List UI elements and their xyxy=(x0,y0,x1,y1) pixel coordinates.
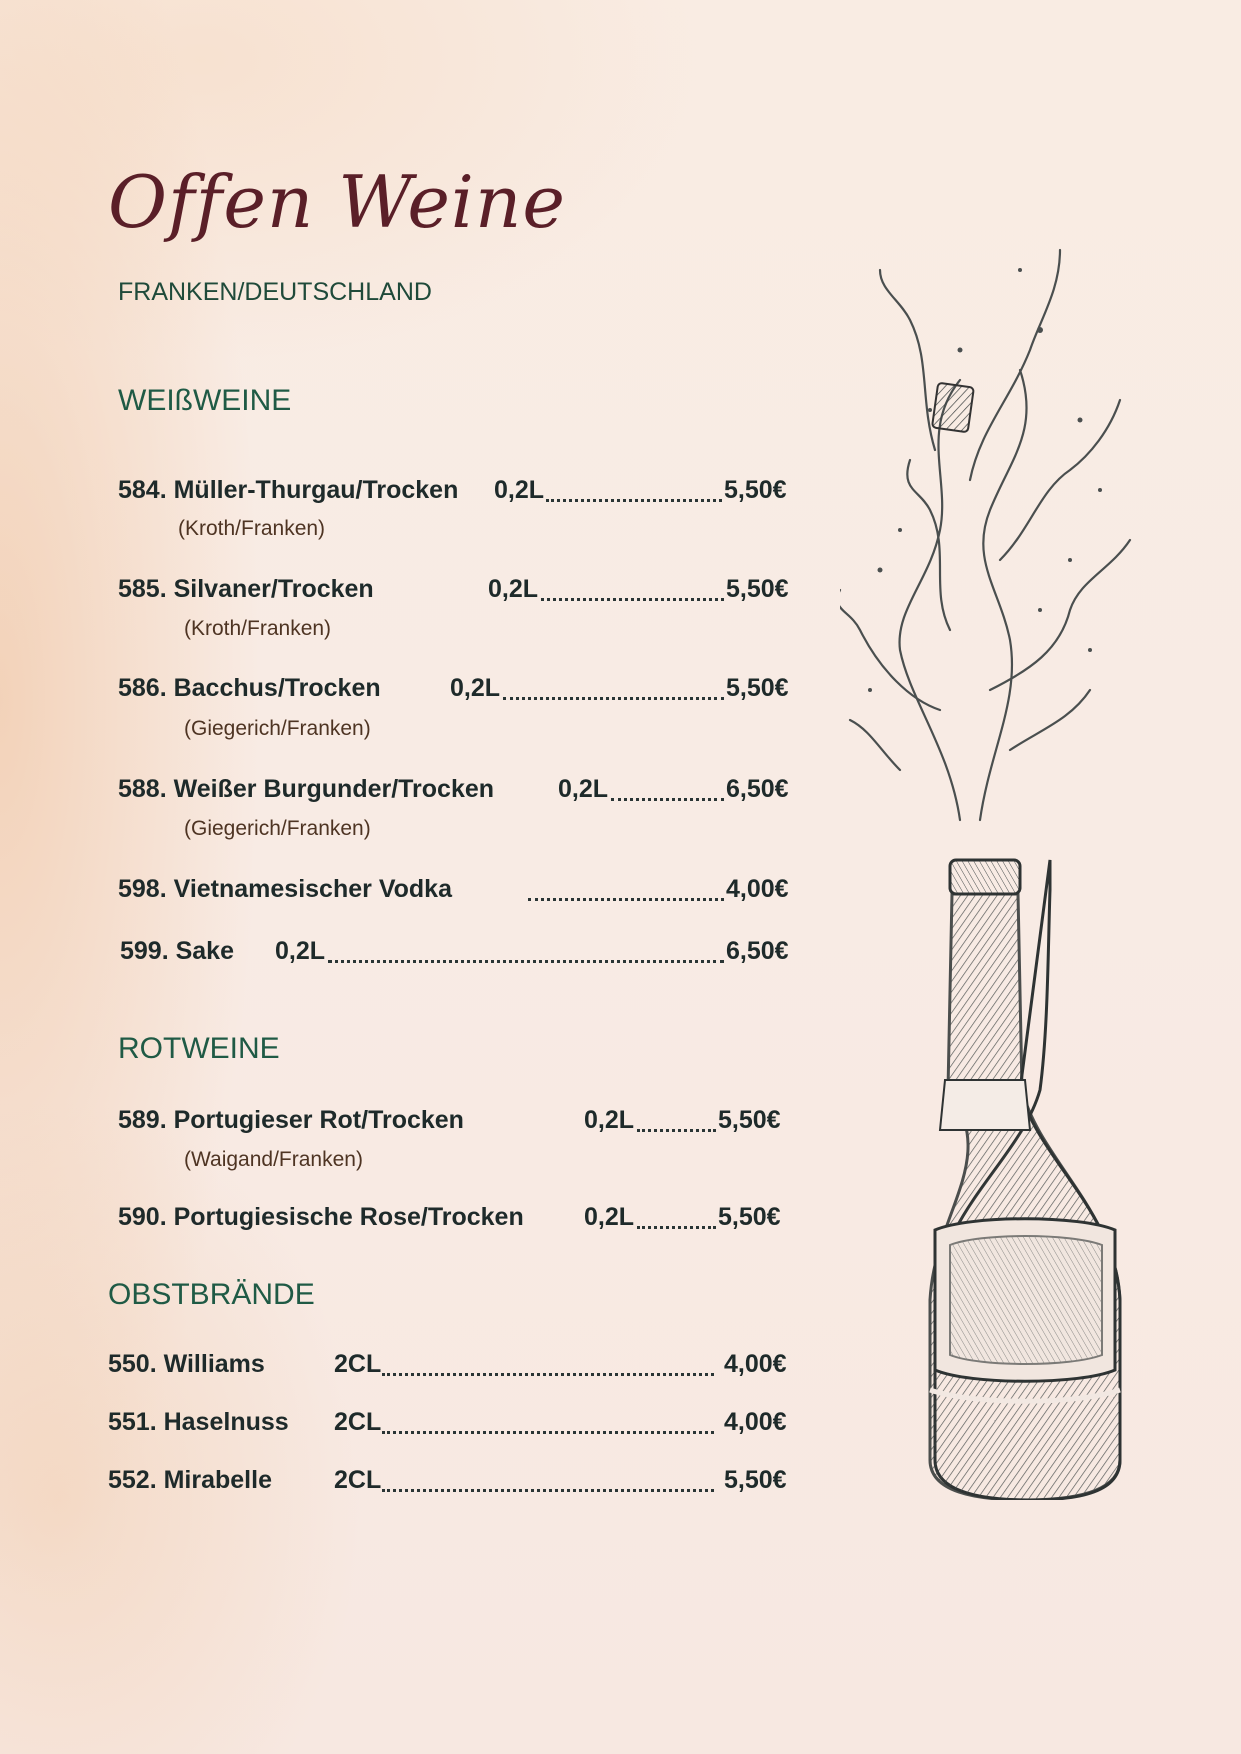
item-origin: (Kroth/Franken) xyxy=(178,517,326,540)
item-price: 6,50€ xyxy=(726,937,789,965)
menu-item-598 xyxy=(118,875,798,907)
section-title-weissweine: WEIßWEINE xyxy=(118,384,292,417)
item-quantity: 0,2L xyxy=(275,937,326,965)
item-name: 598. Vietnamesischer Vodka xyxy=(118,875,452,903)
item-quantity: 0,2L xyxy=(488,575,539,603)
item-quantity: 2CL xyxy=(334,1408,382,1436)
dot-leader xyxy=(382,1350,714,1376)
menu-item-586 xyxy=(118,674,798,706)
item-name: 551. Haselnuss xyxy=(108,1408,289,1436)
item-name: 599. Sake xyxy=(120,937,234,965)
item-quantity: 0,2L xyxy=(494,476,545,504)
page-title: Offen Weine xyxy=(108,160,566,244)
dot-leader xyxy=(541,575,724,601)
item-price: 4,00€ xyxy=(724,1350,787,1378)
dot-leader xyxy=(546,476,722,502)
item-origin: (Giegerich/Franken) xyxy=(184,717,371,740)
item-quantity: 0,2L xyxy=(584,1106,635,1134)
item-name: 589. Portugieser Rot/Trocken xyxy=(118,1106,464,1134)
dot-leader xyxy=(528,875,724,901)
dot-leader xyxy=(503,674,724,700)
dot-leader xyxy=(637,1106,716,1132)
item-quantity: 0,2L xyxy=(584,1203,635,1231)
section-title-obstbraende: OBSTBRÄNDE xyxy=(108,1278,315,1311)
menu-item-590 xyxy=(118,1203,798,1235)
item-origin: (Waigand/Franken) xyxy=(184,1148,363,1171)
menu-item-588 xyxy=(118,775,798,807)
item-price: 4,00€ xyxy=(724,1408,787,1436)
champagne-bottle-illustration xyxy=(840,230,1160,1500)
item-price: 5,50€ xyxy=(724,476,787,504)
item-origin: (Kroth/Franken) xyxy=(184,617,332,640)
item-quantity: 0,2L xyxy=(558,775,609,803)
item-price: 5,50€ xyxy=(718,1203,781,1231)
item-name: 584. Müller-Thurgau/Trocken xyxy=(118,476,459,504)
item-name: 590. Portugiesische Rose/Trocken xyxy=(118,1203,524,1231)
menu-item-585 xyxy=(118,575,798,607)
item-name: 550. Williams xyxy=(108,1350,265,1378)
menu-item-550 xyxy=(108,1350,798,1382)
dot-leader xyxy=(328,937,724,963)
item-name: 552. Mirabelle xyxy=(108,1466,272,1494)
dot-leader xyxy=(637,1203,716,1229)
region-subtitle: FRANKEN/DEUTSCHLAND xyxy=(118,278,432,306)
section-title-rotweine: ROTWEINE xyxy=(118,1032,280,1065)
menu-item-589 xyxy=(118,1106,798,1138)
item-name: 585. Silvaner/Trocken xyxy=(118,575,374,603)
dot-leader xyxy=(611,775,724,801)
dot-leader xyxy=(382,1466,714,1492)
item-price: 5,50€ xyxy=(726,575,789,603)
item-quantity: 2CL xyxy=(334,1466,382,1494)
item-price: 5,50€ xyxy=(718,1106,781,1134)
item-quantity: 0,2L xyxy=(450,674,501,702)
item-price: 5,50€ xyxy=(724,1466,787,1494)
item-origin: (Giegerich/Franken) xyxy=(184,817,371,840)
item-price: 5,50€ xyxy=(726,674,789,702)
item-name: 586. Bacchus/Trocken xyxy=(118,674,381,702)
item-price: 6,50€ xyxy=(726,775,789,803)
item-name: 588. Weißer Burgunder/Trocken xyxy=(118,775,495,803)
item-price: 4,00€ xyxy=(726,875,789,903)
menu-item-552 xyxy=(108,1466,798,1498)
menu-item-599 xyxy=(120,937,798,969)
item-quantity: 2CL xyxy=(334,1350,382,1378)
dot-leader xyxy=(382,1408,714,1434)
menu-item-584 xyxy=(118,476,798,508)
menu-item-551 xyxy=(108,1408,798,1440)
